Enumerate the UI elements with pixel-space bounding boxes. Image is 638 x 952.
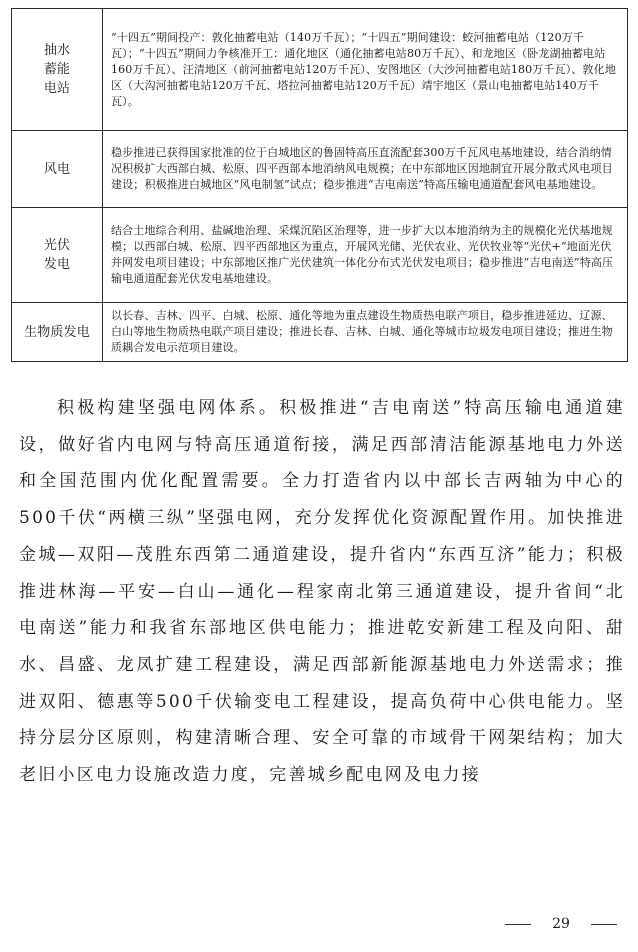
row-category: 抽水 蓄能 电站 bbox=[12, 9, 103, 131]
row-category: 风电 bbox=[12, 131, 103, 208]
row-content: 稳步推进已获得国家批准的位于白城地区的鲁固特高压直流配套300万千瓦风电基地建设，结合消纳情况积极扩大西部白城、松原、四平西部本地消纳风电规模；在中东部地区因地制宜开展分散式风电项目建设；积极推进白城地区“风电制氢”试点；稳步推进“吉电南送”特高压输电通道配套风电基地建设。 bbox=[103, 131, 628, 208]
table-row bbox=[12, 208, 628, 303]
table-row bbox=[12, 131, 628, 208]
row-content: “十四五”期间投产：敦化抽蓄电站（140万千瓦）；“十四五”期间建设：蛟河抽蓄电站（120万千瓦）；“十四五”期间力争核准开工：通化地区（通化抽蓄电站80万千瓦）、和龙地区（卧龙湖抽蓄电站160万千瓦）、汪清地区（前河抽蓄电站120万千瓦）、安图地区（大沙河抽蓄电站180万千瓦）、敦化地区（大沟河抽蓄电站120万千瓦、塔拉河抽蓄电站120万千瓦）靖宇地区（景山电抽蓄电站140万千瓦）。 bbox=[103, 9, 628, 131]
body-paragraph: 积极构建坚强电网体系。积极推进“吉电南送”特高压输电通道建设，做好省内电网与特高压通道衔接，满足西部清洁能源基地电力外送和全国范围内优化配置需要。全力打造省内以中部长吉两轴为中心的500千伏“两横三纵”坚强电网，充分发挥优化资源配置作用。加快推进金城—双阳—茂胜东西第二通道建设，提升省内“东西互济”能力；积极推进林海—平安—白山—通化—程家南北第三通道建设，提升省间“北电南送”能力和我省东部地区供电能力；推进乾安新建工程及向阳、甜水、昌盛、龙凤扩建工程建设，满足西部新能源基地电力外送需求；推进双阳、德惠等500千伏输变电工程建设，提高负荷中心供电能力。坚持分层分区原则，构建清晰合理、安全可靠的市域骨干网架结构；加大老旧小区电力设施改造力度，完善城乡配电网及电力接 bbox=[19, 398, 625, 786]
table-row bbox=[12, 9, 628, 131]
row-category: 生物质发电 bbox=[12, 303, 103, 362]
row-category: 光伏 发电 bbox=[12, 208, 103, 303]
footer-dash-right bbox=[591, 924, 617, 925]
table-row bbox=[12, 303, 628, 362]
energy-projects-table bbox=[11, 8, 628, 362]
page-number: 29 bbox=[552, 916, 570, 932]
page-footer bbox=[505, 914, 617, 934]
row-content: 结合土地综合利用、盐碱地治理、采煤沉陷区治理等，进一步扩大以本地消纳为主的规模化光伏基地规模；以西部白城、松原、四平西部地区为重点，开展风光储、光伏农业、光伏牧业等“光伏+”地面光伏并网发电项目建设；中东部地区推广光伏建筑一体化分布式光伏发电项目；稳步推进“吉电南送”特高压输电通道配套光伏发电基地建设。 bbox=[103, 208, 628, 303]
footer-dash-left bbox=[505, 924, 531, 925]
row-content: 以长春、吉林、四平、白城、松原、通化等地为重点建设生物质热电联产项目，稳步推进延边、辽源、白山等地生物质热电联产项目建设；推进长春、吉林、白城、通化等城市垃圾发电项目建设；推进生物质耦合发电示范项目建设。 bbox=[103, 303, 628, 362]
